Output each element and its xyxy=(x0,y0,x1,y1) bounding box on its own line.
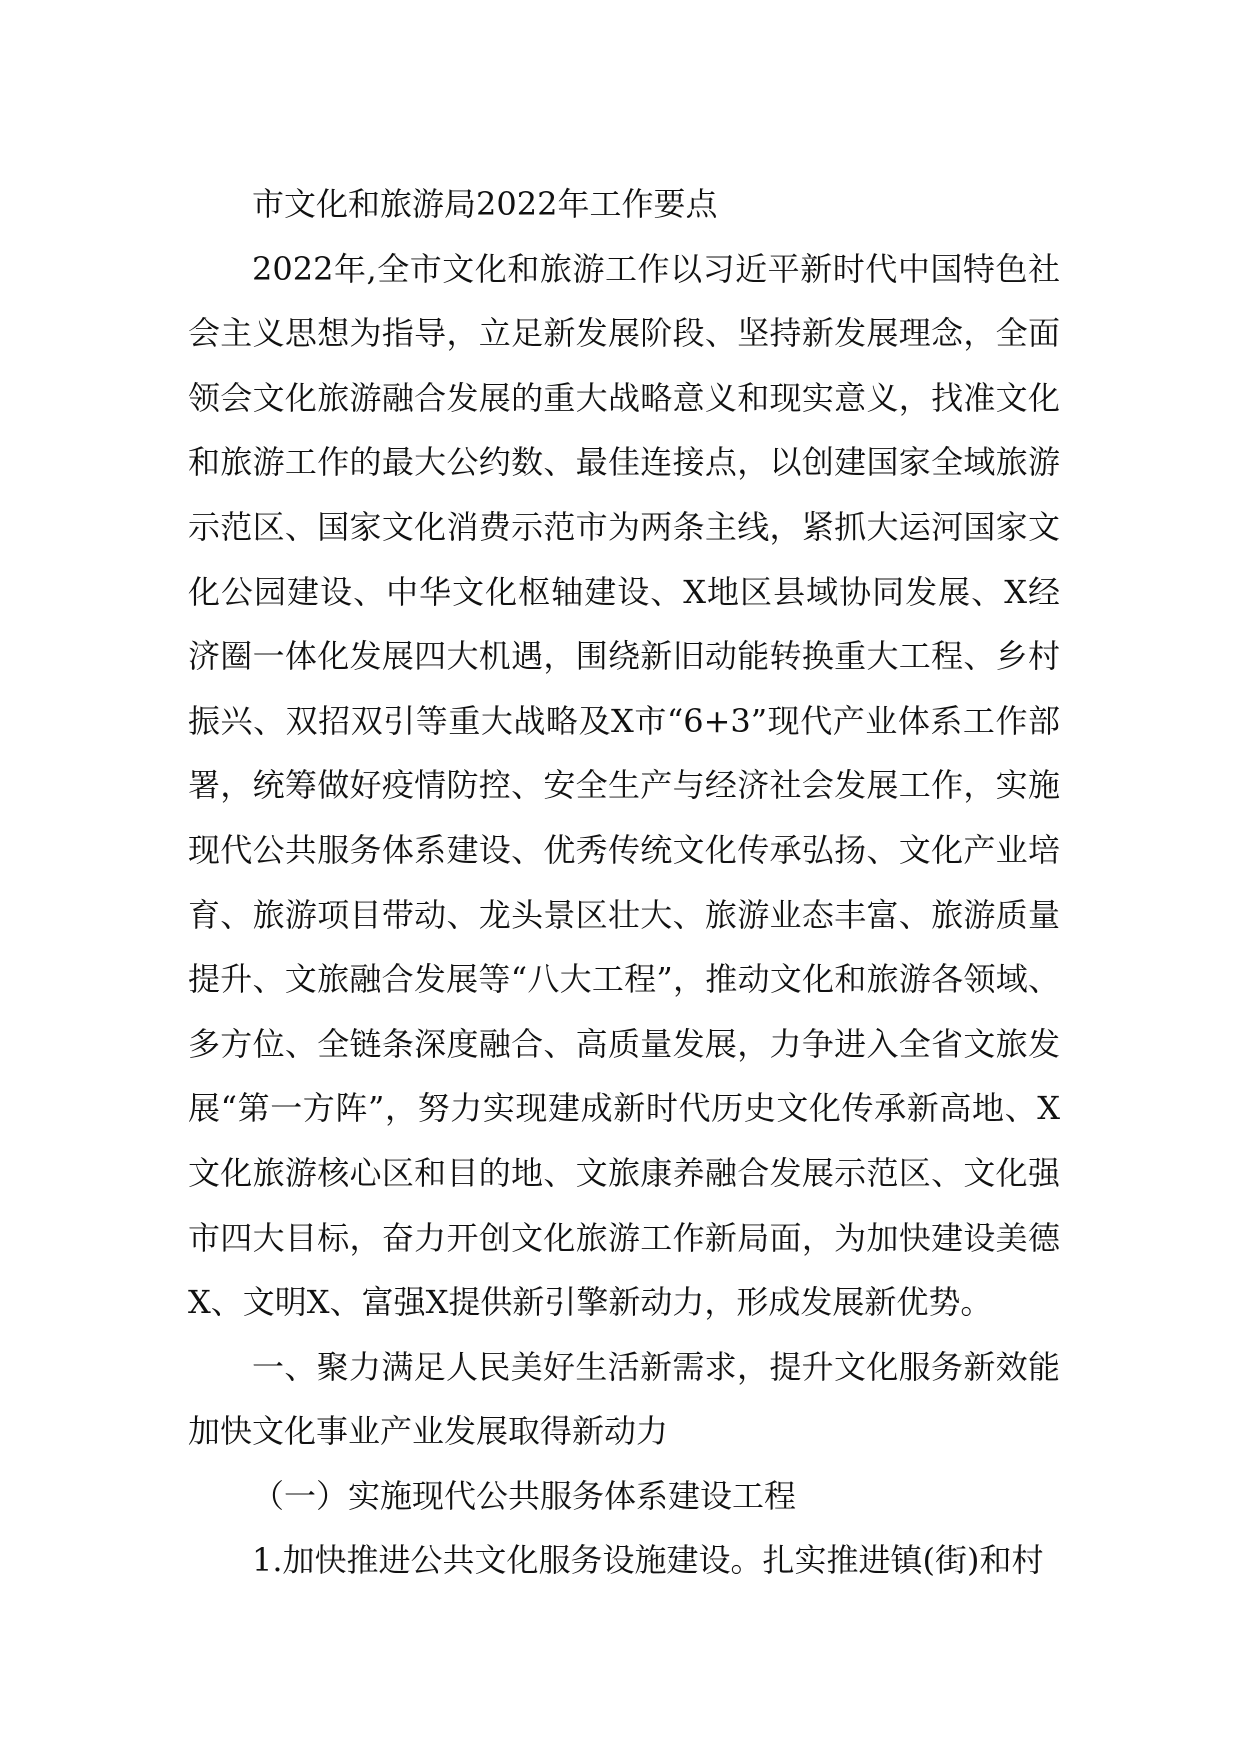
subsection-heading: （一）实施现代公共服务体系建设工程 xyxy=(252,1476,797,1515)
list-item-1: 1.加快推进公共文化服务设施建设。扎实推进镇(街)和村 xyxy=(252,1541,1044,1580)
document-body xyxy=(188,172,1060,1593)
section-heading: 一、聚力满足人民美好生活新需求，提升文化服务新效能加快文化事业产业发展取得新动力 xyxy=(188,1347,1060,1451)
document-title: 市文化和旅游局2022年工作要点 xyxy=(252,185,718,223)
intro-paragraph: 2022年,全市文化和旅游工作以习近平新时代中国特色社会主义思想为指导，立足新发展阶段、坚持新发展理念，全面领会文化旅游融合发展的重大战略意义和现实意义，找准文化和旅游工作的最大公约数、最佳连接点，以创建国家全域旅游示范区、国家文化消费示范市为两条主线，紧抓大运河国家文化公园建设、中华文化枢轴建设、X地区县域协同发展、X经济圈一体化发展四大机遇，围绕新旧动能转换重大工程、乡村振兴、双招双引等重大战略及X市“6+3”现代产业体系工作部署，统筹做好疫情防控、安全生产与经济社会发展工作，实施现代公共服务体系建设、优秀传统文化传承弘扬、文化产业培育、旅游项目带动、龙头景区壮大、旅游业态丰富、旅游质量提升、文旅融合发展等“八大工程”，推动文化和旅游各领域、多方位、全链条深度融合、高质量发展，力争进入全省文旅发展“第一方阵”，努力实现建成新时代历史文化传承新高地、X文化旅游核心区和目的地、文旅康养融合发展示范区、文化强市四大目标，奋力开创文化旅游工作新局面，为加快建设美德X、文明X、富强X提供新引擎新动力，形成发展新优势。 xyxy=(188,249,1060,1322)
